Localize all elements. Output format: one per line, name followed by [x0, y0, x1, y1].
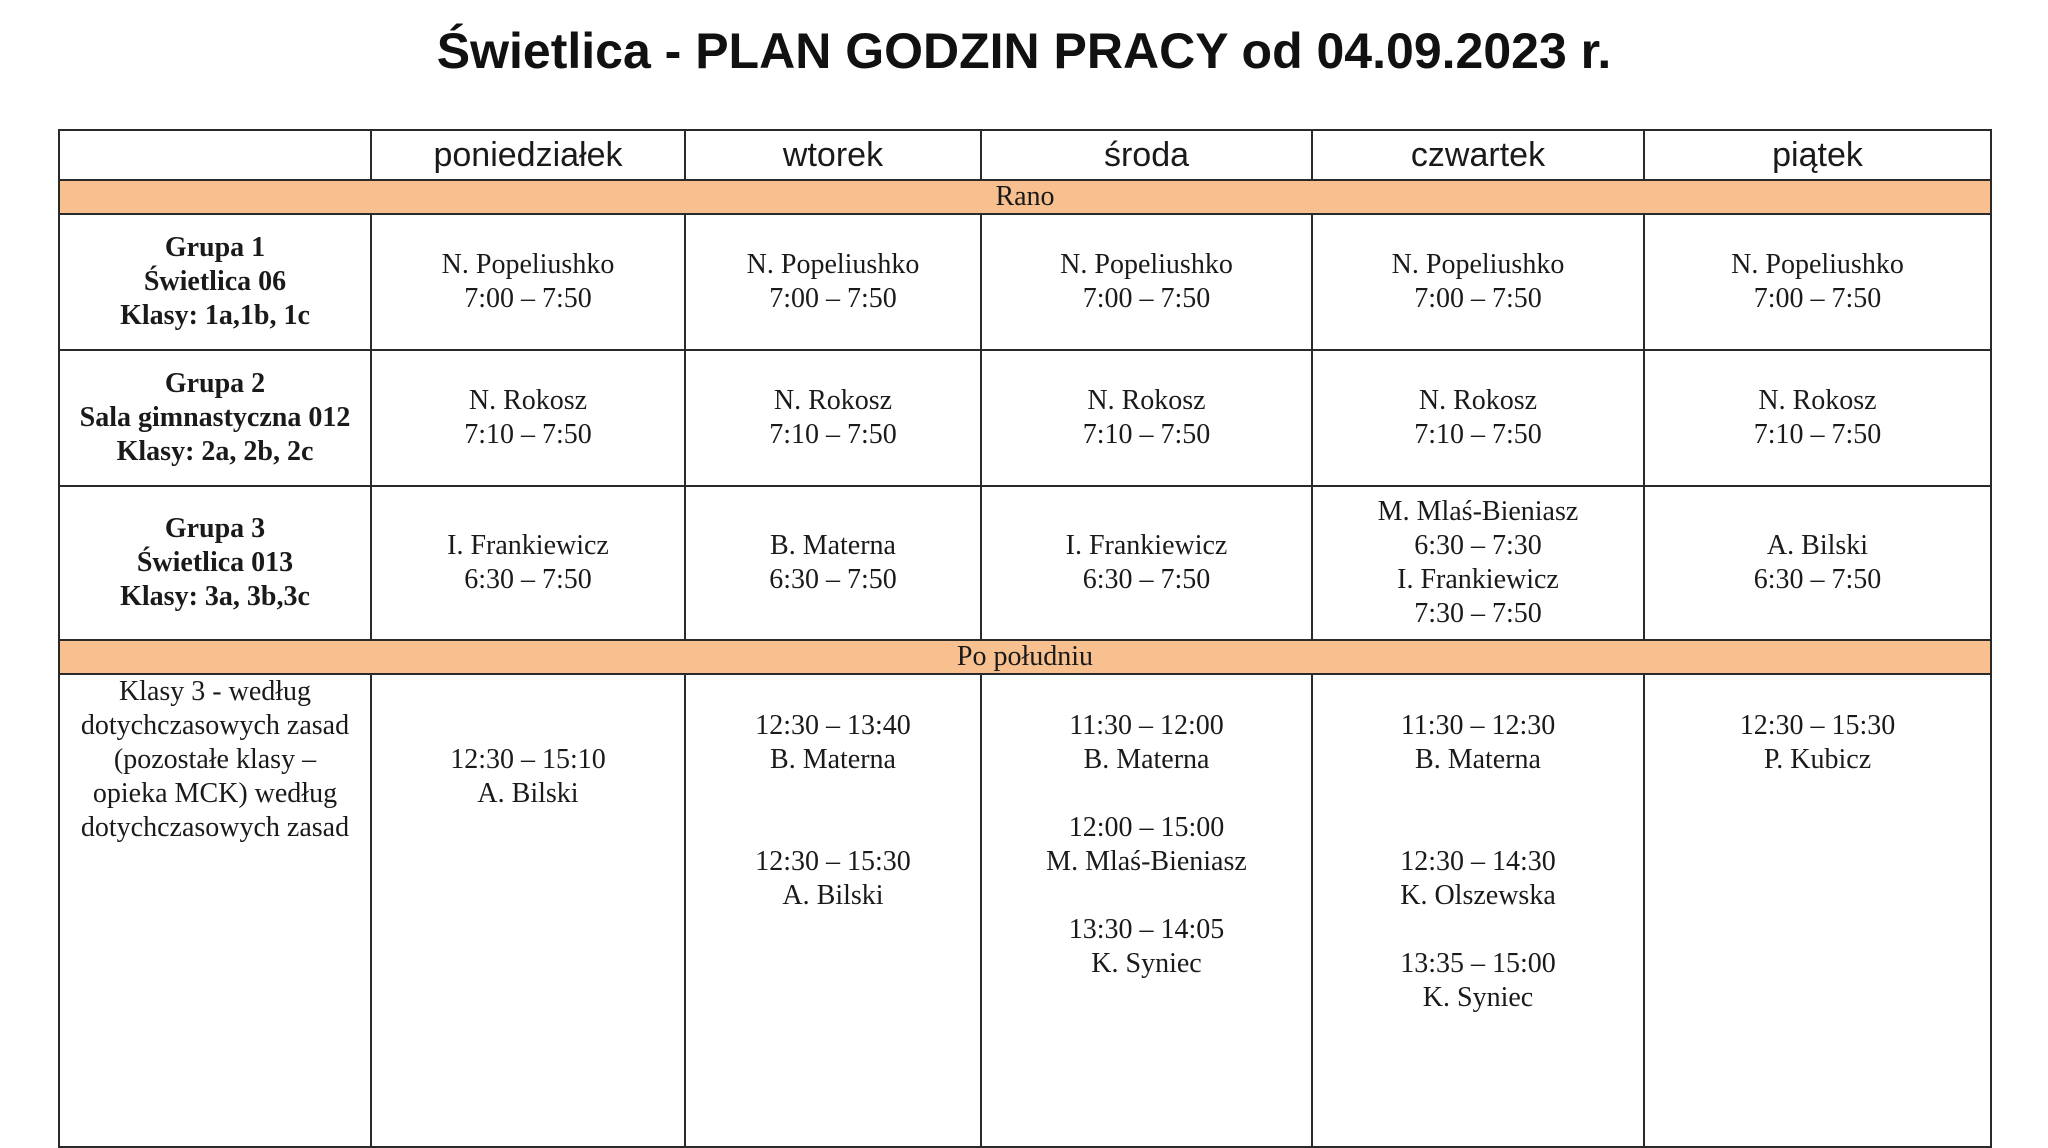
- section-label-morning: Rano: [59, 180, 1991, 214]
- time-range: 12:30 – 15:30: [755, 846, 911, 877]
- time-range: 12:30 – 15:30: [1739, 710, 1896, 741]
- time-range: 7:00 – 7:50: [769, 283, 897, 314]
- schedule-cell: [685, 486, 981, 640]
- time-range: 6:30 – 7:50: [464, 564, 592, 595]
- time-range: 7:10 – 7:50: [464, 419, 592, 450]
- schedule-cell: [981, 674, 1312, 1147]
- afternoon-description: [59, 674, 371, 1147]
- group-label: [59, 214, 371, 350]
- section-label-afternoon: Po południu: [59, 640, 1991, 674]
- schedule-table: [58, 129, 1992, 1148]
- table-row: [59, 214, 1991, 350]
- time-range: 7:00 – 7:50: [1753, 283, 1882, 314]
- time-range: 7:10 – 7:50: [1414, 419, 1542, 450]
- time-range: 12:00 – 15:00: [1068, 812, 1225, 843]
- time-range: 6:30 – 7:50: [769, 564, 897, 595]
- table-row: [59, 674, 1991, 1147]
- time-range: 13:35 – 15:00: [1400, 948, 1556, 979]
- schedule-cell: [1312, 214, 1644, 350]
- time-range: 11:30 – 12:00: [1069, 710, 1224, 741]
- schedule-cell: [685, 674, 981, 1147]
- time-range: 7:00 – 7:50: [1414, 283, 1542, 314]
- header-empty-cell: [59, 130, 371, 180]
- teacher-name: B. Materna: [770, 744, 896, 775]
- description-line: opieka MCK) według: [92, 778, 338, 809]
- teacher-name: P. Kubicz: [1763, 744, 1872, 775]
- teacher-name: N. Rokosz: [773, 385, 893, 416]
- table-row: [59, 350, 1991, 486]
- schedule-cell: [1644, 674, 1991, 1147]
- time-range: 12:30 – 15:10: [450, 744, 606, 775]
- description-line: dotychczasowych zasad: [80, 710, 350, 741]
- teacher-name: B. Materna: [770, 530, 896, 561]
- group-name: Grupa 1: [164, 232, 266, 263]
- schedule-cell: [685, 350, 981, 486]
- teacher-name: M. Mlaś-Bieniasz: [1046, 846, 1247, 877]
- teacher-name: I. Frankiewicz: [1065, 530, 1228, 561]
- time-range: 6:30 – 7:30: [1414, 530, 1542, 561]
- schedule-cell: [981, 486, 1312, 640]
- description-line: Klasy 3 - według: [118, 676, 312, 707]
- description-line: (pozostałe klasy –: [113, 744, 317, 775]
- teacher-name: I. Frankiewicz: [447, 530, 609, 561]
- teacher-name: N. Popeliushko: [1060, 249, 1233, 280]
- schedule-cell: [1312, 486, 1644, 640]
- teacher-name: A. Bilski: [1766, 530, 1869, 561]
- teacher-name: K. Syniec: [1422, 982, 1534, 1013]
- schedule-cell: [685, 214, 981, 350]
- time-range: 11:30 – 12:30: [1400, 710, 1556, 741]
- teacher-name: K. Syniec: [1091, 948, 1202, 979]
- teacher-name: B. Materna: [1415, 744, 1541, 775]
- time-range: 6:30 – 7:50: [1753, 564, 1882, 595]
- schedule-cell: [981, 350, 1312, 486]
- day-header-thursday: czwartek: [1312, 130, 1644, 180]
- teacher-name: N. Rokosz: [1758, 385, 1877, 416]
- teacher-name: A. Bilski: [782, 880, 884, 911]
- teacher-name: I. Frankiewicz: [1397, 564, 1559, 595]
- group-label: [59, 486, 371, 640]
- time-range: 7:10 – 7:50: [1753, 419, 1882, 450]
- schedule-cell: [981, 214, 1312, 350]
- time-range: 7:10 – 7:50: [1082, 419, 1211, 450]
- time-range: 12:30 – 14:30: [1400, 846, 1556, 877]
- teacher-name: N. Popeliushko: [441, 249, 615, 280]
- description-line: dotychczasowych zasad: [80, 812, 350, 843]
- teacher-name: A. Bilski: [477, 778, 579, 809]
- table-row: [59, 486, 1991, 640]
- schedule-cell: [1312, 674, 1644, 1147]
- schedule-cell: [371, 486, 685, 640]
- schedule-cell: [1644, 486, 1991, 640]
- schedule-cell: [1644, 214, 1991, 350]
- group-classes: Klasy: 1a,1b, 1c: [120, 300, 310, 331]
- teacher-name: K. Olszewska: [1400, 880, 1556, 911]
- group-classes: Klasy: 3a, 3b,3c: [120, 581, 310, 612]
- day-header-wednesday: środa: [981, 130, 1312, 180]
- day-header-friday: piątek: [1644, 130, 1991, 180]
- day-header-tuesday: wtorek: [685, 130, 981, 180]
- time-range: 7:00 – 7:50: [464, 283, 592, 314]
- time-range: 7:10 – 7:50: [769, 419, 897, 450]
- time-range: 7:00 – 7:50: [1082, 283, 1211, 314]
- schedule-cell: [1644, 350, 1991, 486]
- teacher-name: N. Popeliushko: [1391, 249, 1565, 280]
- teacher-name: N. Rokosz: [1087, 385, 1206, 416]
- group-label: [59, 350, 371, 486]
- schedule-cell: [1312, 350, 1644, 486]
- teacher-name: N. Rokosz: [468, 385, 588, 416]
- group-room: Świetlica 013: [136, 547, 294, 578]
- group-room: Świetlica 06: [143, 266, 287, 297]
- schedule-cell: [371, 214, 685, 350]
- section-row-morning: [59, 180, 1991, 214]
- teacher-name: M. Mlaś-Bieniasz: [1377, 496, 1579, 527]
- group-name: Grupa 3: [164, 513, 266, 544]
- group-room: Sala gimnastyczna 012: [79, 402, 351, 433]
- schedule-cell: [371, 674, 685, 1147]
- teacher-name: N. Popeliushko: [746, 249, 920, 280]
- day-header-monday: poniedziałek: [371, 130, 685, 180]
- schedule-cell: [371, 350, 685, 486]
- header-row: [59, 130, 1991, 180]
- teacher-name: N. Rokosz: [1418, 385, 1538, 416]
- time-range: 12:30 – 13:40: [755, 710, 911, 741]
- time-range: 13:30 – 14:05: [1068, 914, 1225, 945]
- group-name: Grupa 2: [164, 368, 266, 399]
- teacher-name: N. Popeliushko: [1731, 249, 1904, 280]
- page-title: Świetlica - PLAN GODZIN PRACY od 04.09.2023 r.: [436, 23, 1612, 79]
- section-row-afternoon: [59, 640, 1991, 674]
- time-range: 7:30 – 7:50: [1414, 598, 1542, 629]
- group-classes: Klasy: 2a, 2b, 2c: [116, 436, 314, 467]
- teacher-name: B. Materna: [1083, 744, 1210, 775]
- time-range: 6:30 – 7:50: [1082, 564, 1211, 595]
